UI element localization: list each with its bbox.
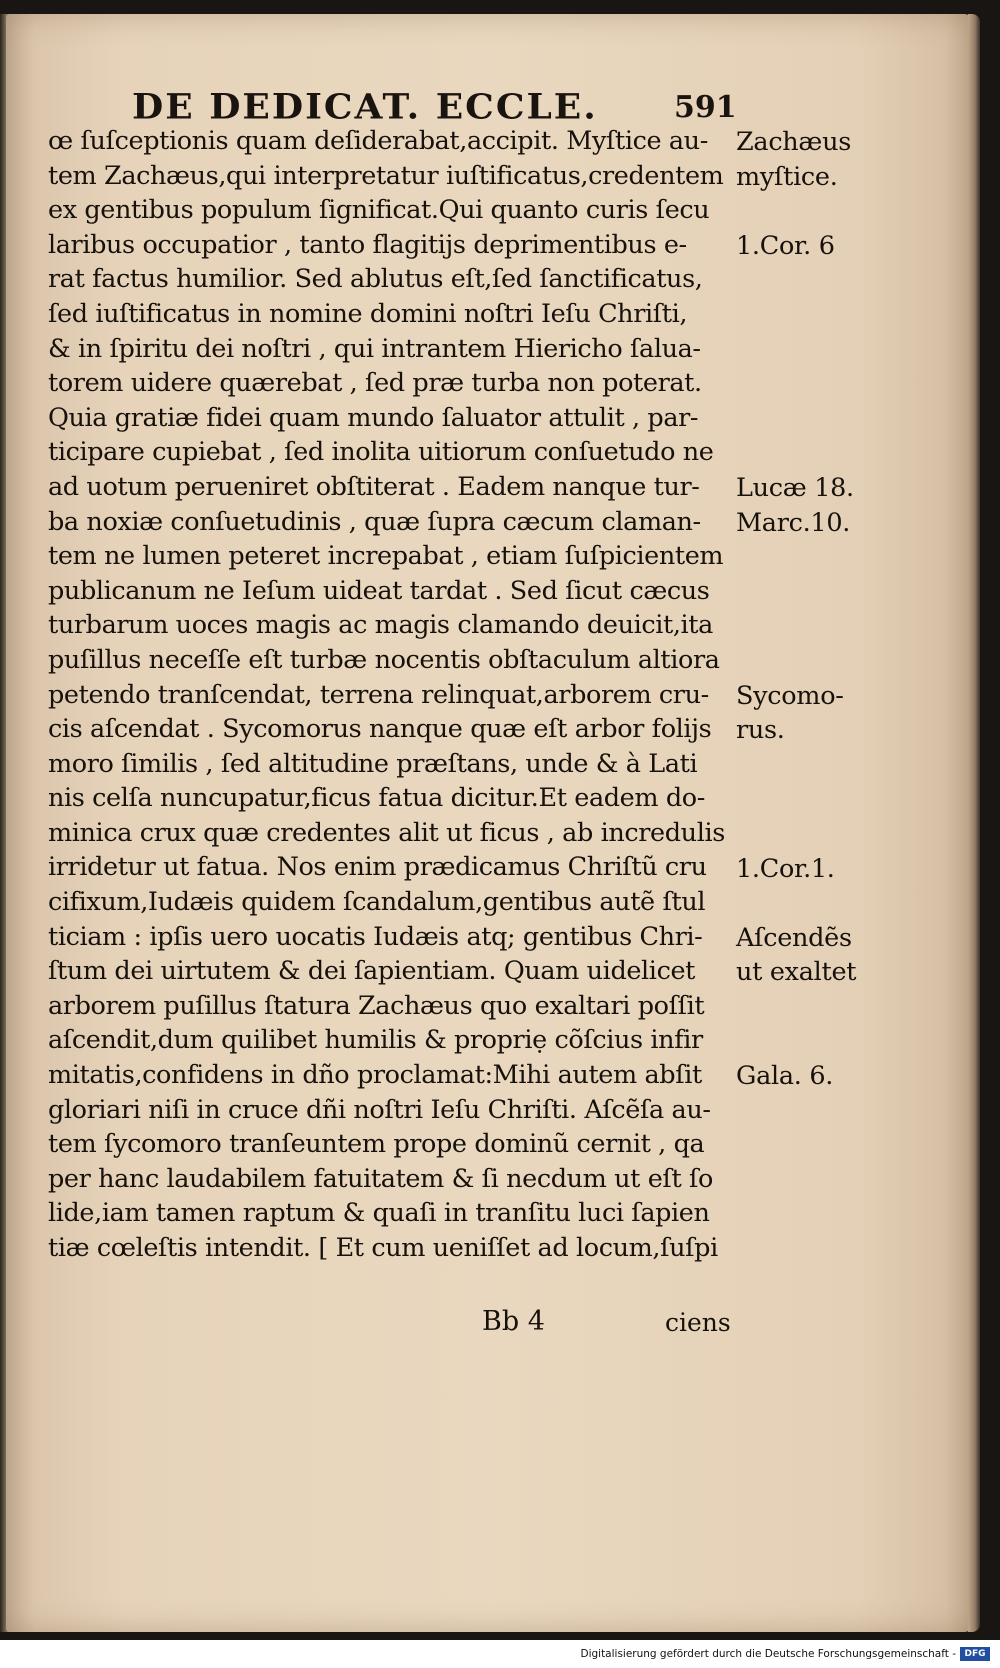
- body-line: ba noxiæ conſuetudinis , quæ ſupra cæcum claman-: [48, 506, 701, 537]
- signature-mark: Bb 4: [482, 1306, 545, 1337]
- margin-note: Marc.10.: [736, 507, 851, 538]
- body-line: ad uotum perueniret obſtiterat . Eadem nanque tur-: [48, 471, 700, 502]
- body-line: ſtum dei uirtutem & dei ſapientiam. Quam uidelicet: [48, 956, 695, 987]
- body-line: ſed iuſtificatus in nomine domini noſtri Ieſu Chriſti,: [48, 298, 688, 329]
- margin-note: myſtice.: [736, 161, 838, 192]
- margin-note: 1.Cor.1.: [736, 853, 835, 884]
- catchword: ciens: [665, 1308, 731, 1337]
- running-head: DE DEDICAT. ECCLE.: [132, 87, 598, 127]
- body-line: œ ſuſceptionis quam deſiderabat,accipit. Myſtice au-: [48, 126, 708, 156]
- body-line: petendo tranſcendat, terrena relinquat,arborem cru-: [48, 679, 709, 710]
- body-line: torem uidere quærebat , ſed præ turba non poterat.: [48, 368, 702, 399]
- body-line: tiæ cœleſtis intendit. [ Et cum ueniſſet ad locum,ſuſpi: [48, 1233, 718, 1263]
- body-line: laribus occupatior , tanto flagitijs deprimentibus e-: [48, 229, 687, 260]
- body-line: publicanum ne Ieſum uideat tardat . Sed ſicut cæcus: [48, 575, 710, 606]
- margin-note: Sycomo-: [736, 680, 844, 711]
- body-line: ex gentibus populum ſignificat.Qui quanto curis ſecu: [48, 195, 710, 226]
- body-line: ticipare cupiebat , ſed inolita uitiorum conſuetudo ne: [48, 437, 714, 468]
- margin-note: ut exaltet: [736, 957, 857, 988]
- body-line: ticiam : ipſis uero uocatis Iudæis atq; gentibus Chri-: [48, 921, 703, 952]
- margin-note: Aſcendẽs: [736, 922, 852, 953]
- body-line: & in ſpiritu dei noſtri , qui intrantem Hiericho ſalua-: [48, 333, 701, 364]
- dfg-logo: DFG: [960, 1647, 990, 1661]
- body-line: irridetur ut fatua. Nos enim prædicamus Chriſtũ cru: [48, 852, 707, 883]
- body-line: Quia gratiæ fidei quam mundo ſaluator attulit , par-: [48, 402, 699, 433]
- body-line: mitatis,confidens in dño proclamat:Mihi autem abſit: [48, 1060, 702, 1091]
- body-line: tem Zachæus,qui interpretatur iuſtificatus,credentem: [48, 160, 724, 191]
- body-line: aſcendit,dum quilibet humilis & propriẹ cõſcius infir: [48, 1025, 703, 1056]
- margin-note: Gala. 6.: [736, 1061, 834, 1092]
- body-line: gloriari niſi in cruce dñi noſtri Ieſu Chriſti. Aſcẽſa au-: [48, 1094, 711, 1125]
- footer-credit: Digitalisierung gefördert durch die Deutsche Forschungsgemeinschaft -: [580, 1648, 956, 1660]
- margin-note: Zachæus: [736, 127, 852, 157]
- body-line: cis aſcendat . Sycomorus nanque quæ eſt arbor folijs: [48, 714, 712, 745]
- margin-note: 1.Cor. 6: [736, 230, 835, 261]
- body-line: nis celſa nuncupatur,ficus fatua dicitur.Et eadem do-: [48, 783, 705, 814]
- margin-note: rus.: [736, 715, 785, 746]
- page-right-edge: [968, 14, 980, 1632]
- body-line: tem ne lumen peteret increpabat , etiam ſuſpicientem: [48, 541, 724, 572]
- body-line: cifixum,Iudæis quidem ſcandalum,gentibus autẽ ſtul: [48, 887, 706, 918]
- body-text: [48, 124, 732, 1266]
- body-line: per hanc laudabilem fatuitatem & ſi necdum ut eſt ſo: [48, 1163, 713, 1194]
- body-line: tem ſycomoro tranſeuntem prope dominũ cernit , qa: [48, 1129, 705, 1160]
- body-line: puſillus neceſſe eſt turbæ nocentis obſtaculum altiora: [48, 644, 720, 675]
- body-line: arborem puſillus ſtatura Zachæus quo exaltari poſſit: [48, 990, 705, 1021]
- margin-note: Lucæ 18.: [736, 473, 854, 503]
- body-line: moro ſimilis , ſed altitudine præſtans, unde & à Lati: [48, 748, 698, 779]
- page-number: 591: [674, 90, 737, 125]
- body-line: turbarum uoces magis ac magis clamando deuicit,ita: [48, 610, 713, 641]
- body-line: rat factus humilior. Sed ablutus eſt,ſed ſanctificatus,: [48, 264, 703, 295]
- body-line: lide,iam tamen raptum & quaſi in tranſitu luci ſapien: [48, 1198, 710, 1229]
- body-line: minica crux quæ credentes alit ut ficus , ab incredulis: [48, 817, 725, 848]
